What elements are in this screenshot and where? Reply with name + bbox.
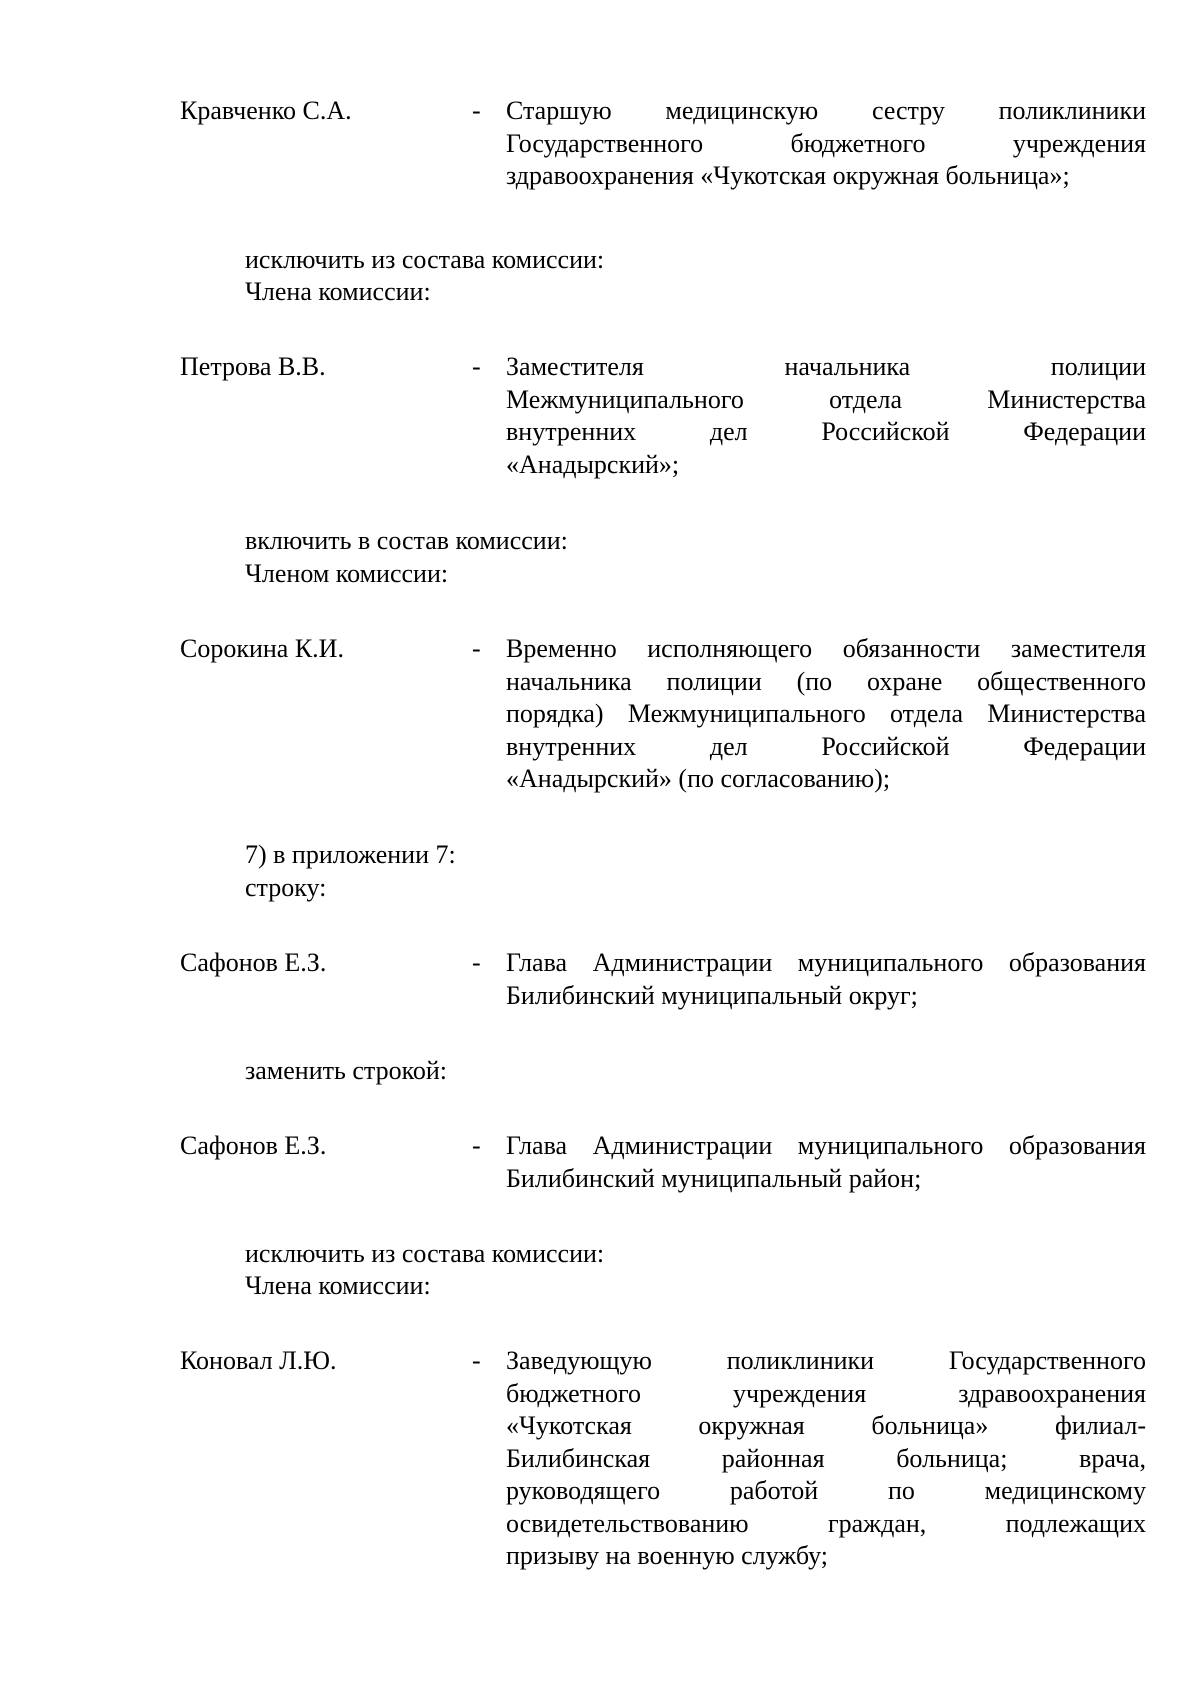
paragraph-member-label: Члена комиссии:: [245, 1271, 431, 1300]
member-name: Сафонов Е.З.: [180, 1131, 327, 1160]
paragraph-exclude: исключить из состава комиссии:: [245, 1239, 605, 1268]
member-position: [506, 351, 1146, 481]
position-line: Заместителя начальника полиции: [506, 352, 1146, 381]
position-line: руководящего работой по медицинскому: [506, 1476, 1146, 1505]
paragraph-appendix: 7) в приложении 7:: [245, 840, 456, 869]
position-line: Временно исполняющего обязанности заместителя: [506, 634, 1146, 663]
position-line: «Чукотская окружная больница» филиал-: [506, 1411, 1146, 1440]
position-line: Старшую медицинскую сестру поликлиники: [506, 96, 1146, 125]
position-line: Билибинский муниципальный район;: [506, 1163, 922, 1193]
member-name: Коновал Л.Ю.: [180, 1346, 337, 1375]
position-line: внутренних дел Российской Федерации: [506, 731, 1146, 761]
position-line: «Анадырский» (по согласованию);: [506, 764, 891, 793]
separator-dash: -: [472, 634, 481, 663]
position-line: Заведующую поликлиники Государственного: [506, 1346, 1146, 1375]
position-line: призыву на военную службу;: [506, 1541, 829, 1570]
position-line: Билибинская районная больница; врача,: [506, 1443, 1146, 1473]
paragraph-member-label: Членом комиссии:: [245, 559, 449, 588]
paragraph-row-label: строку:: [245, 873, 327, 902]
member-position: [506, 1130, 1146, 1195]
separator-dash: -: [472, 96, 481, 125]
separator-dash: -: [472, 352, 481, 381]
position-line: освидетельствованию граждан, подлежащих: [506, 1508, 1146, 1538]
paragraph-replace: заменить строкой:: [245, 1056, 448, 1085]
position-line: порядка) Межмуниципального отдела Министерства: [506, 699, 1146, 728]
member-name: Сафонов Е.З.: [180, 948, 327, 977]
member-position: [506, 633, 1146, 796]
member-position: [506, 947, 1146, 1012]
member-position: [506, 1345, 1146, 1573]
position-line: Глава Администрации муниципального образования: [506, 948, 1146, 977]
member-position: [506, 95, 1146, 193]
separator-dash: -: [472, 948, 481, 977]
position-line: Межмуниципального отдела Министерства: [506, 384, 1146, 414]
member-name: Петрова В.В.: [180, 352, 326, 381]
position-line: бюджетного учреждения здравоохранения: [506, 1378, 1146, 1408]
position-line: Билибинский муниципальный округ;: [506, 980, 918, 1010]
position-line: начальника полиции (по охране общественного: [506, 666, 1146, 696]
paragraph-member-label: Члена комиссии:: [245, 277, 431, 306]
position-line: «Анадырский»;: [506, 449, 680, 479]
position-line: внутренних дел Российской Федерации: [506, 417, 1146, 446]
paragraph-include: включить в состав комиссии:: [245, 526, 568, 555]
position-line: здравоохранения «Чукотская окружная больница»;: [506, 161, 1070, 190]
position-line: Государственного бюджетного учреждения: [506, 128, 1146, 158]
position-line: Глава Администрации муниципального образования: [506, 1131, 1146, 1160]
separator-dash: -: [472, 1131, 481, 1160]
member-name: Кравченко С.А.: [180, 96, 352, 125]
member-name: Сорокина К.И.: [180, 634, 344, 663]
paragraph-exclude: исключить из состава комиссии:: [245, 245, 605, 274]
separator-dash: -: [472, 1346, 481, 1375]
